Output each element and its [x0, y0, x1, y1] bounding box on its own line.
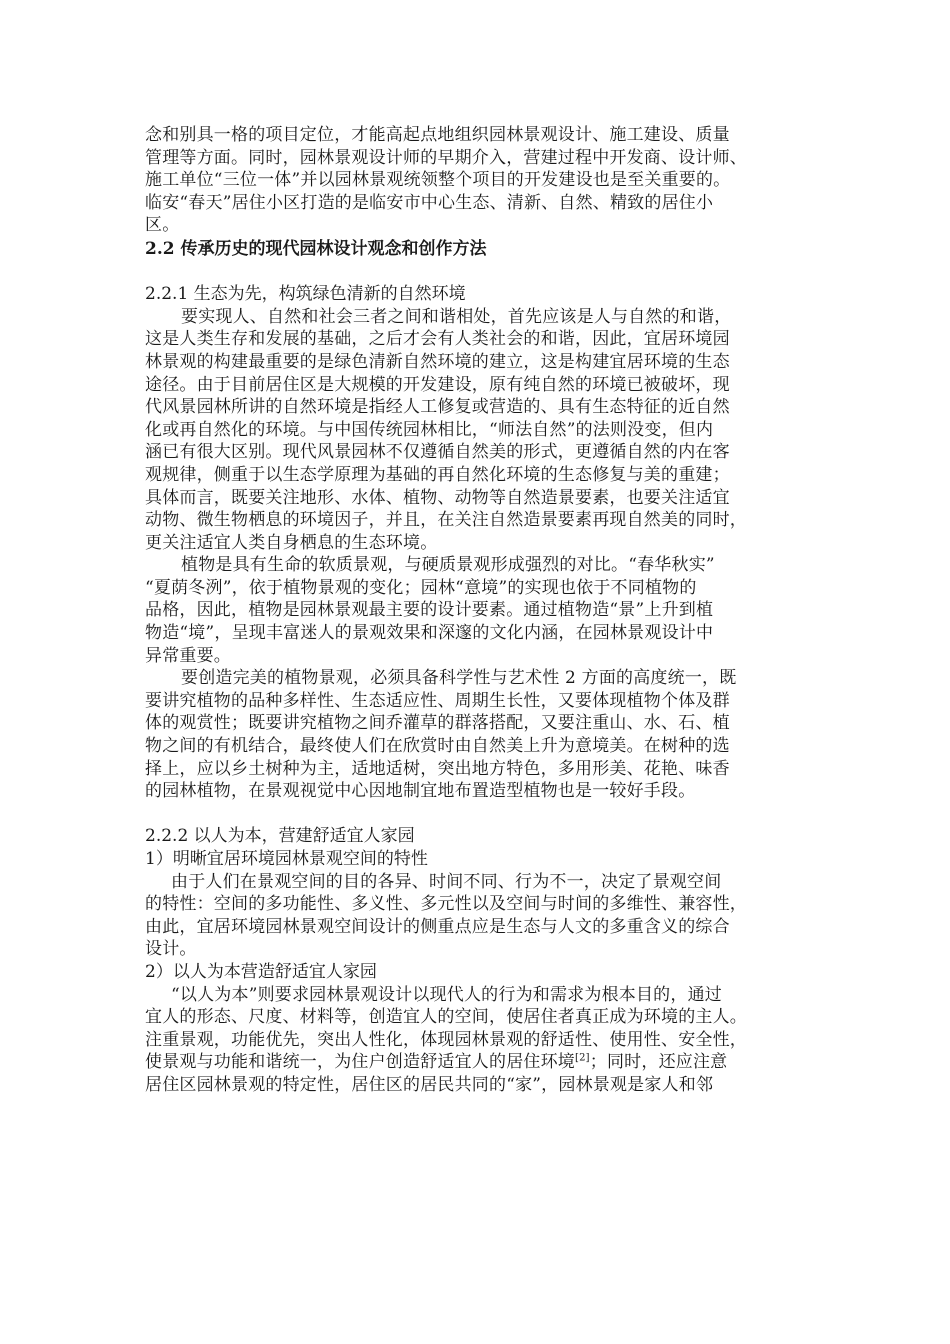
text-line: 途径。由于目前居住区是大规模的开发建设，原有纯自然的环境已被破坏，现 — [145, 374, 730, 395]
text-line: 宜人的形态、尺度、材料等，创造宜人的空间，使居住者真正成为环境的主人。 — [145, 1007, 747, 1028]
text-line: 居住区园林景观的特定性，居住区的居民共同的“家”，园林景观是家人和邻 — [145, 1074, 714, 1095]
document-page — [145, 124, 810, 1097]
spacer — [145, 261, 810, 284]
list-item-title-2: 2）以人为本营造舒适宜人家园 — [145, 961, 377, 982]
text-line: 管理等方面。同时，园林景观设计师的早期介入，营建过程中开发商、设计师、 — [145, 147, 747, 168]
text-line: 区。 — [145, 215, 180, 236]
citation-marker: [2] — [575, 1052, 590, 1064]
text-line: 涵已有很大区别。现代风景园林不仅遵循自然美的形式，更遵循自然的内在客 — [145, 442, 730, 463]
paragraph-ecology — [145, 306, 810, 555]
text-line: 更关注适宜人类自身栖息的生态环境。 — [145, 532, 438, 553]
text-line: 代风景园林所讲的自然环境是指经人工修复或营造的、具有生态特征的近自然 — [145, 397, 730, 418]
text-line: 物之间的有机结合，最终使人们在欣赏时由自然美上升为意境美。在树种的选 — [145, 736, 730, 757]
text-line: “夏荫冬洌”，依于植物景观的变化；园林“意境”的实现也依于不同植物的 — [145, 577, 697, 598]
paragraph-people-first — [145, 984, 810, 1097]
list-item-title-1: 1）明晰宜居环境园林景观空间的特性 — [145, 849, 428, 869]
text-line: 动物、微生物栖息的环境因子，并且，在关注自然造景要素再现自然美的同时， — [145, 510, 747, 531]
text-line: 由此，宜居环境园林景观空间设计的侧重点应是生态与人文的多重含义的综合 — [145, 916, 730, 937]
text-line: 异常重要。 — [145, 645, 231, 666]
text-line: 的园林植物，在景观视觉中心因地制宜地布置造型植物也是一较好手段。 — [145, 781, 696, 802]
text-line: 设计。 — [145, 939, 197, 960]
text-line: 这是人类生存和发展的基础，之后才会有人类社会的和谐，因此，宜居环境园 — [145, 329, 730, 350]
text-segment: 使景观与功能和谐统一，为住户创造舒适宜人的居住环境 — [145, 1052, 575, 1073]
text-line: 要创造完美的植物景观，必须具备科学性与艺术性 2 方面的高度统一，既 — [181, 668, 737, 689]
paragraph-space-traits — [145, 871, 810, 961]
subsection-heading-2-2-1: 2.2.1 生态为先，构筑绿色清新的自然环境 — [145, 284, 466, 305]
text-line: 要实现人、自然和社会三者之间和谐相处，首先应该是人与自然的和谐， — [181, 306, 732, 327]
text-line: 念和别具一格的项目定位，才能高起点地组织园林景观设计、施工建设、质量 — [145, 125, 730, 145]
text-line: 注重景观，功能优先，突出人性化，体现园林景观的舒适性、使用性、安全性， — [145, 1029, 747, 1050]
text-line: 林景观的构建最重要的是绿色清新自然环境的建立，这是构建宜居环境的生态 — [145, 351, 730, 372]
text-line: 要讲究植物的品种多样性、生态适应性、周期生长性，又要体现植物个体及群 — [145, 690, 730, 711]
text-line: 化或再自然化的环境。与中国传统园林相比，“师法自然”的法则没变，但内 — [145, 419, 714, 440]
paragraph-plants — [145, 554, 810, 667]
text-line: 品格，因此，植物是园林景观最主要的设计要素。通过植物造“景”上升到植 — [145, 600, 714, 621]
text-line: 由于人们在景观空间的目的各异、时间不同、行为不一，决定了景观空间 — [171, 871, 722, 892]
text-line: 临安“春天”居住小区打造的是临安市中心生态、清新、自然、精致的居住小 — [145, 192, 714, 213]
subsection-heading-2-2-2: 2.2.2 以人为本，营建舒适宜人家园 — [145, 826, 415, 847]
text-line-with-citation — [145, 1051, 810, 1074]
text-line: 的特性：空间的多功能性、多义性、多元性以及空间与时间的多维性、兼容性， — [145, 894, 747, 915]
text-line: 物造“境”，呈现丰富迷人的景观效果和深邃的文化内涵，在园林景观设计中 — [145, 623, 714, 644]
intro-paragraph — [145, 124, 810, 237]
paragraph-plant-design — [145, 667, 810, 803]
text-line: 施工单位“三位一体”并以园林景观统领整个项目的开发建设也是至关重要的。 — [145, 170, 731, 191]
text-line: 植物是具有生命的软质景观，与硬质景观形成强烈的对比。“春华秋实” — [181, 555, 715, 576]
text-line: 具体而言，既要关注地形、水体、植物、动物等自然造景要素，也要关注适宜 — [145, 487, 730, 508]
text-line: 择上，应以乡土树种为主，适地适树，突出地方特色，多用形美、花艳、味香 — [145, 758, 730, 779]
text-line: “以人为本”则要求园林景观设计以现代人的行为和需求为根本目的，通过 — [171, 984, 722, 1005]
text-line: 体的观赏性；既要讲究植物之间乔灌草的群落搭配，又要注重山、水、石、植 — [145, 713, 730, 734]
section-heading-2-2: 2.2 传承历史的现代园林设计观念和创作方法 — [145, 238, 487, 259]
text-line: 观规律，侧重于以生态学原理为基础的再自然化环境的生态修复与美的重建； — [145, 464, 730, 485]
text-segment: ；同时，还应注意 — [589, 1052, 728, 1073]
spacer — [145, 803, 810, 826]
